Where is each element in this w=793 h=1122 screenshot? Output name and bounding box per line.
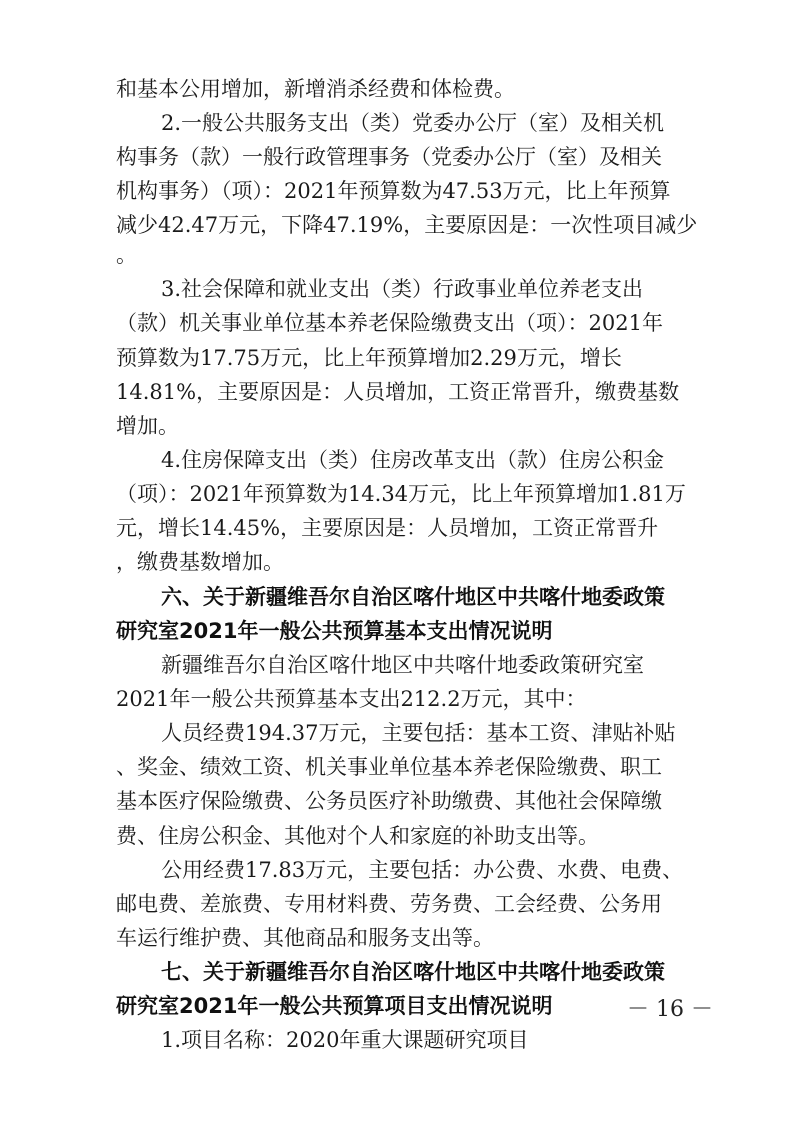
body-line-25: 邮电费、差旅费、专用材料费、劳务费、工会经费、公务用 xyxy=(116,892,662,916)
body-line-13: （项）：2021年预算数为14.34万元，比上年预算增加1.81万 xyxy=(116,482,686,506)
section-heading-6-line-2: 研究室2021年一般公共预算基本支出情况说明 xyxy=(116,619,553,643)
body-line-14: 元，增长14.45%，主要原因是：人员增加，工资正常晋升 xyxy=(116,516,659,540)
body-line-24: 公用经费17.83万元，主要包括：办公费、水费、电费、 xyxy=(161,858,684,882)
body-line-18: 新疆维吾尔自治区喀什地区中共喀什地委政策研究室 xyxy=(161,653,644,677)
body-line-08: （款）机关事业单位基本养老保险缴费支出（项）：2021年 xyxy=(116,311,663,335)
body-line-03: 构事务（款）一般行政管理事务（党委办公厅（室）及相关 xyxy=(116,145,662,169)
body-line-02: 2.一般公共服务支出（类）党委办公厅（室）及相关机 xyxy=(161,111,665,135)
body-line-06: 。 xyxy=(116,243,137,267)
body-line-11: 增加。 xyxy=(116,414,179,438)
body-line-23: 费、住房公积金、其他对个人和家庭的补助支出等。 xyxy=(116,824,599,848)
body-line-22: 基本医疗保险缴费、公务员医疗补助缴费、其他社会保障缴 xyxy=(116,789,662,813)
page-number: － 16 － xyxy=(627,997,713,1022)
body-line-12: 4.住房保障支出（类）住房改革支出（款）住房公积金 xyxy=(161,448,665,472)
body-line-21: 、奖金、绩效工资、机关事业单位基本养老保险缴费、职工 xyxy=(116,755,662,779)
body-line-09: 预算数为17.75万元，比上年预算增加2.29万元，增长 xyxy=(116,346,622,370)
section-heading-7-line-2: 研究室2021年一般公共预算项目支出情况说明 xyxy=(116,994,553,1018)
body-line-10: 14.81%，主要原因是：人员增加，工资正常晋升，缴费基数 xyxy=(116,380,680,404)
body-line-04: 机构事务）（项）：2021年预算数为47.53万元，比上年预算 xyxy=(116,179,671,203)
section-heading-6-line-1: 六、关于新疆维吾尔自治区喀什地区中共喀什地委政策 xyxy=(161,585,665,609)
body-line-15: ，缴费基数增加。 xyxy=(116,550,284,574)
body-line-19: 2021年一般公共预算基本支出212.2万元，其中： xyxy=(116,687,587,711)
body-line-20: 人员经费194.37万元，主要包括：基本工资、津贴补贴 xyxy=(161,721,676,745)
section-heading-7-line-1: 七、关于新疆维吾尔自治区喀什地区中共喀什地委政策 xyxy=(161,960,665,984)
body-line-07: 3.社会保障和就业支出（类）行政事业单位养老支出 xyxy=(161,277,644,301)
body-line-29: 1.项目名称：2020年重大课题研究项目 xyxy=(161,1028,529,1052)
body-line-05: 减少42.47万元，下降47.19%，主要原因是：一次性项目减少 xyxy=(116,213,698,237)
body-line-26: 车运行维护费、其他商品和服务支出等。 xyxy=(116,926,494,950)
body-line-01: 和基本公用增加，新增消杀经费和体检费。 xyxy=(116,77,515,101)
